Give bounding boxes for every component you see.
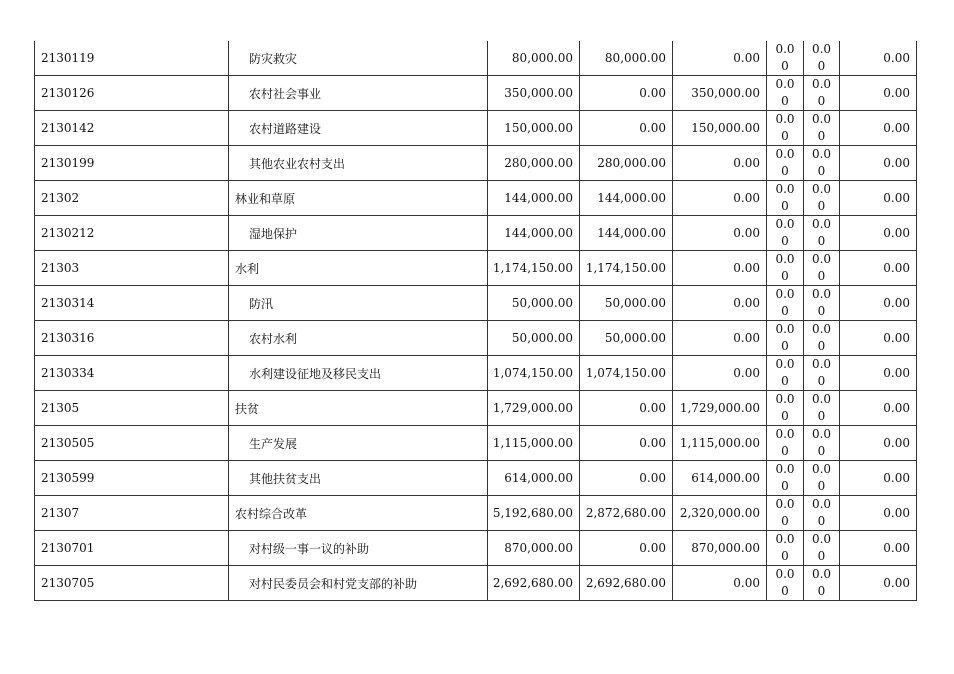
narrow-amount-line-1: 0.0 <box>811 462 832 476</box>
narrow-amount-cell-2 <box>804 41 840 76</box>
narrow-amount-line-1: 0.0 <box>775 462 795 476</box>
narrow-amount-line-1: 0.0 <box>811 532 832 546</box>
basic-expenditure-cell: 50,000.00 <box>580 321 673 356</box>
other-amount-cell: 0.00 <box>840 426 917 461</box>
narrow-amount-line-1: 0.0 <box>811 357 832 371</box>
narrow-amount-line-1: 0.0 <box>811 322 832 336</box>
subject-code-cell: 21305 <box>35 391 229 426</box>
narrow-amount-line-1: 0.0 <box>775 357 795 371</box>
other-amount-cell: 0.00 <box>840 41 917 76</box>
subject-name-cell: 防灾救灾 <box>229 41 488 76</box>
narrow-amount-line-1: 0.0 <box>775 252 795 266</box>
subject-name-cell: 水利 <box>229 251 488 286</box>
total-amount-cell: 50,000.00 <box>488 321 580 356</box>
table-row <box>35 426 917 461</box>
total-amount-cell: 80,000.00 <box>488 41 580 76</box>
other-amount-cell: 0.00 <box>840 146 917 181</box>
narrow-amount-cell-2 <box>804 251 840 286</box>
table-row <box>35 146 917 181</box>
subject-name-cell: 防汛 <box>229 286 488 321</box>
narrow-amount-line-1: 0.0 <box>775 77 795 91</box>
narrow-amount-line-1: 0.0 <box>811 252 832 266</box>
project-expenditure-cell: 350,000.00 <box>673 76 767 111</box>
narrow-amount-line-1: 0.0 <box>775 567 795 581</box>
subject-code-cell: 2130505 <box>35 426 229 461</box>
narrow-amount-line-1: 0.0 <box>811 287 832 301</box>
narrow-amount-line-1: 0.0 <box>811 217 832 231</box>
subject-code-cell: 2130142 <box>35 111 229 146</box>
total-amount-cell: 1,174,150.00 <box>488 251 580 286</box>
other-amount-cell: 0.00 <box>840 461 917 496</box>
narrow-amount-line-2: 0 <box>781 129 789 143</box>
subject-name-cell: 农村水利 <box>229 321 488 356</box>
narrow-amount-line-2: 0 <box>781 479 789 493</box>
project-expenditure-cell: 0.00 <box>673 146 767 181</box>
narrow-amount-cell-2 <box>804 531 840 566</box>
narrow-amount-line-1: 0.0 <box>811 77 832 91</box>
narrow-amount-cell-1 <box>767 76 804 111</box>
table-row <box>35 496 917 531</box>
subject-name-cell: 农村综合改革 <box>229 496 488 531</box>
narrow-amount-line-2: 0 <box>781 304 789 318</box>
total-amount-cell: 2,692,680.00 <box>488 566 580 601</box>
narrow-amount-cell-1 <box>767 111 804 146</box>
project-expenditure-cell: 0.00 <box>673 321 767 356</box>
other-amount-cell: 0.00 <box>840 356 917 391</box>
subject-code-cell: 2130334 <box>35 356 229 391</box>
narrow-amount-cell-1 <box>767 566 804 601</box>
narrow-amount-cell-1 <box>767 321 804 356</box>
narrow-amount-cell-1 <box>767 391 804 426</box>
narrow-amount-cell-2 <box>804 216 840 251</box>
table-row <box>35 461 917 496</box>
narrow-amount-cell-1 <box>767 461 804 496</box>
narrow-amount-line-1: 0.0 <box>775 147 795 161</box>
other-amount-cell: 0.00 <box>840 111 917 146</box>
narrow-amount-line-2: 0 <box>817 339 826 353</box>
basic-expenditure-cell: 0.00 <box>580 426 673 461</box>
project-expenditure-cell: 0.00 <box>673 41 767 76</box>
total-amount-cell: 1,115,000.00 <box>488 426 580 461</box>
table-row <box>35 76 917 111</box>
subject-name-cell: 水利建设征地及移民支出 <box>229 356 488 391</box>
subject-code-cell: 2130316 <box>35 321 229 356</box>
table-row <box>35 286 917 321</box>
narrow-amount-cell-1 <box>767 496 804 531</box>
narrow-amount-cell-2 <box>804 426 840 461</box>
narrow-amount-line-2: 0 <box>817 374 826 388</box>
subject-name-cell: 林业和草原 <box>229 181 488 216</box>
narrow-amount-line-2: 0 <box>781 514 789 528</box>
subject-code-cell: 2130199 <box>35 146 229 181</box>
basic-expenditure-cell: 2,692,680.00 <box>580 566 673 601</box>
narrow-amount-cell-1 <box>767 41 804 76</box>
budget-table <box>34 41 917 601</box>
project-expenditure-cell: 0.00 <box>673 356 767 391</box>
narrow-amount-line-2: 0 <box>781 549 789 563</box>
project-expenditure-cell: 2,320,000.00 <box>673 496 767 531</box>
narrow-amount-cell-2 <box>804 321 840 356</box>
basic-expenditure-cell: 144,000.00 <box>580 216 673 251</box>
subject-code-cell: 2130212 <box>35 216 229 251</box>
narrow-amount-line-2: 0 <box>781 409 789 423</box>
narrow-amount-cell-2 <box>804 286 840 321</box>
table-row <box>35 391 917 426</box>
narrow-amount-line-1: 0.0 <box>811 182 832 196</box>
narrow-amount-line-1: 0.0 <box>811 147 832 161</box>
narrow-amount-line-2: 0 <box>817 479 826 493</box>
project-expenditure-cell: 1,115,000.00 <box>673 426 767 461</box>
narrow-amount-cell-2 <box>804 181 840 216</box>
project-expenditure-cell: 150,000.00 <box>673 111 767 146</box>
total-amount-cell: 1,729,000.00 <box>488 391 580 426</box>
subject-name-cell: 农村社会事业 <box>229 76 488 111</box>
total-amount-cell: 350,000.00 <box>488 76 580 111</box>
narrow-amount-cell-1 <box>767 146 804 181</box>
basic-expenditure-cell: 0.00 <box>580 76 673 111</box>
narrow-amount-line-1: 0.0 <box>811 392 832 406</box>
project-expenditure-cell: 0.00 <box>673 181 767 216</box>
subject-code-cell: 21307 <box>35 496 229 531</box>
narrow-amount-line-1: 0.0 <box>775 287 795 301</box>
narrow-amount-cell-1 <box>767 216 804 251</box>
other-amount-cell: 0.00 <box>840 566 917 601</box>
narrow-amount-cell-2 <box>804 356 840 391</box>
narrow-amount-line-2: 0 <box>817 199 826 213</box>
narrow-amount-cell-1 <box>767 356 804 391</box>
narrow-amount-line-2: 0 <box>817 514 826 528</box>
subject-name-cell: 扶贫 <box>229 391 488 426</box>
narrow-amount-line-2: 0 <box>781 164 789 178</box>
other-amount-cell: 0.00 <box>840 496 917 531</box>
narrow-amount-line-2: 0 <box>781 269 789 283</box>
other-amount-cell: 0.00 <box>840 181 917 216</box>
total-amount-cell: 280,000.00 <box>488 146 580 181</box>
subject-code-cell: 2130119 <box>35 41 229 76</box>
total-amount-cell: 144,000.00 <box>488 216 580 251</box>
subject-code-cell: 2130705 <box>35 566 229 601</box>
basic-expenditure-cell: 0.00 <box>580 531 673 566</box>
subject-code-cell: 2130599 <box>35 461 229 496</box>
table-row <box>35 321 917 356</box>
basic-expenditure-cell: 80,000.00 <box>580 41 673 76</box>
subject-name-cell: 对村级一事一议的补助 <box>229 531 488 566</box>
total-amount-cell: 144,000.00 <box>488 181 580 216</box>
narrow-amount-line-1: 0.0 <box>811 112 832 126</box>
table-row <box>35 356 917 391</box>
narrow-amount-line-1: 0.0 <box>775 427 795 441</box>
total-amount-cell: 150,000.00 <box>488 111 580 146</box>
narrow-amount-line-2: 0 <box>781 59 789 73</box>
project-expenditure-cell: 0.00 <box>673 566 767 601</box>
narrow-amount-line-2: 0 <box>781 94 789 108</box>
narrow-amount-line-2: 0 <box>817 129 826 143</box>
narrow-amount-line-1: 0.0 <box>775 497 795 511</box>
narrow-amount-line-2: 0 <box>817 444 826 458</box>
project-expenditure-cell: 0.00 <box>673 216 767 251</box>
table-row <box>35 251 917 286</box>
other-amount-cell: 0.00 <box>840 531 917 566</box>
narrow-amount-line-1: 0.0 <box>775 217 795 231</box>
basic-expenditure-cell: 0.00 <box>580 461 673 496</box>
narrow-amount-line-1: 0.0 <box>775 112 795 126</box>
total-amount-cell: 1,074,150.00 <box>488 356 580 391</box>
basic-expenditure-cell: 2,872,680.00 <box>580 496 673 531</box>
project-expenditure-cell: 614,000.00 <box>673 461 767 496</box>
subject-code-cell: 2130126 <box>35 76 229 111</box>
basic-expenditure-cell: 0.00 <box>580 111 673 146</box>
table-row <box>35 111 917 146</box>
basic-expenditure-cell: 1,074,150.00 <box>580 356 673 391</box>
table-row <box>35 41 917 76</box>
subject-code-cell: 21303 <box>35 251 229 286</box>
project-expenditure-cell: 0.00 <box>673 251 767 286</box>
other-amount-cell: 0.00 <box>840 76 917 111</box>
basic-expenditure-cell: 50,000.00 <box>580 286 673 321</box>
narrow-amount-line-2: 0 <box>817 269 826 283</box>
narrow-amount-line-1: 0.0 <box>775 42 795 56</box>
narrow-amount-cell-1 <box>767 181 804 216</box>
narrow-amount-line-2: 0 <box>817 234 826 248</box>
narrow-amount-line-2: 0 <box>817 164 826 178</box>
subject-name-cell: 湿地保护 <box>229 216 488 251</box>
narrow-amount-line-2: 0 <box>817 304 826 318</box>
narrow-amount-line-1: 0.0 <box>775 182 795 196</box>
narrow-amount-line-1: 0.0 <box>775 532 795 546</box>
basic-expenditure-cell: 0.00 <box>580 391 673 426</box>
narrow-amount-line-2: 0 <box>781 584 789 598</box>
subject-name-cell: 其他农业农村支出 <box>229 146 488 181</box>
other-amount-cell: 0.00 <box>840 286 917 321</box>
other-amount-cell: 0.00 <box>840 251 917 286</box>
narrow-amount-cell-1 <box>767 286 804 321</box>
basic-expenditure-cell: 1,174,150.00 <box>580 251 673 286</box>
table-body <box>35 41 917 601</box>
narrow-amount-cell-1 <box>767 426 804 461</box>
narrow-amount-cell-2 <box>804 461 840 496</box>
subject-name-cell: 农村道路建设 <box>229 111 488 146</box>
subject-code-cell: 21302 <box>35 181 229 216</box>
narrow-amount-line-2: 0 <box>817 584 826 598</box>
narrow-amount-line-1: 0.0 <box>811 567 832 581</box>
total-amount-cell: 870,000.00 <box>488 531 580 566</box>
subject-code-cell: 2130314 <box>35 286 229 321</box>
other-amount-cell: 0.00 <box>840 216 917 251</box>
subject-name-cell: 生产发展 <box>229 426 488 461</box>
total-amount-cell: 614,000.00 <box>488 461 580 496</box>
narrow-amount-cell-1 <box>767 531 804 566</box>
narrow-amount-line-1: 0.0 <box>811 427 832 441</box>
narrow-amount-cell-2 <box>804 391 840 426</box>
subject-name-cell: 其他扶贫支出 <box>229 461 488 496</box>
other-amount-cell: 0.00 <box>840 391 917 426</box>
project-expenditure-cell: 870,000.00 <box>673 531 767 566</box>
narrow-amount-line-2: 0 <box>817 94 826 108</box>
narrow-amount-cell-1 <box>767 251 804 286</box>
narrow-amount-line-1: 0.0 <box>775 322 795 336</box>
narrow-amount-line-2: 0 <box>781 444 789 458</box>
narrow-amount-line-2: 0 <box>781 374 789 388</box>
other-amount-cell: 0.00 <box>840 321 917 356</box>
project-expenditure-cell: 1,729,000.00 <box>673 391 767 426</box>
total-amount-cell: 50,000.00 <box>488 286 580 321</box>
total-amount-cell: 5,192,680.00 <box>488 496 580 531</box>
budget-table-page <box>34 41 917 601</box>
narrow-amount-line-2: 0 <box>817 549 826 563</box>
basic-expenditure-cell: 280,000.00 <box>580 146 673 181</box>
narrow-amount-cell-2 <box>804 496 840 531</box>
narrow-amount-line-2: 0 <box>817 409 826 423</box>
narrow-amount-line-1: 0.0 <box>811 497 832 511</box>
table-row <box>35 181 917 216</box>
narrow-amount-cell-2 <box>804 146 840 181</box>
project-expenditure-cell: 0.00 <box>673 286 767 321</box>
basic-expenditure-cell: 144,000.00 <box>580 181 673 216</box>
narrow-amount-line-2: 0 <box>817 59 826 73</box>
narrow-amount-line-1: 0.0 <box>775 392 795 406</box>
narrow-amount-cell-2 <box>804 566 840 601</box>
narrow-amount-line-2: 0 <box>781 234 789 248</box>
narrow-amount-line-2: 0 <box>781 339 789 353</box>
table-row <box>35 566 917 601</box>
narrow-amount-line-2: 0 <box>781 199 789 213</box>
narrow-amount-line-1: 0.0 <box>811 42 832 56</box>
table-row <box>35 531 917 566</box>
narrow-amount-cell-2 <box>804 76 840 111</box>
table-row <box>35 216 917 251</box>
subject-name-cell: 对村民委员会和村党支部的补助 <box>229 566 488 601</box>
subject-code-cell: 2130701 <box>35 531 229 566</box>
narrow-amount-cell-2 <box>804 111 840 146</box>
